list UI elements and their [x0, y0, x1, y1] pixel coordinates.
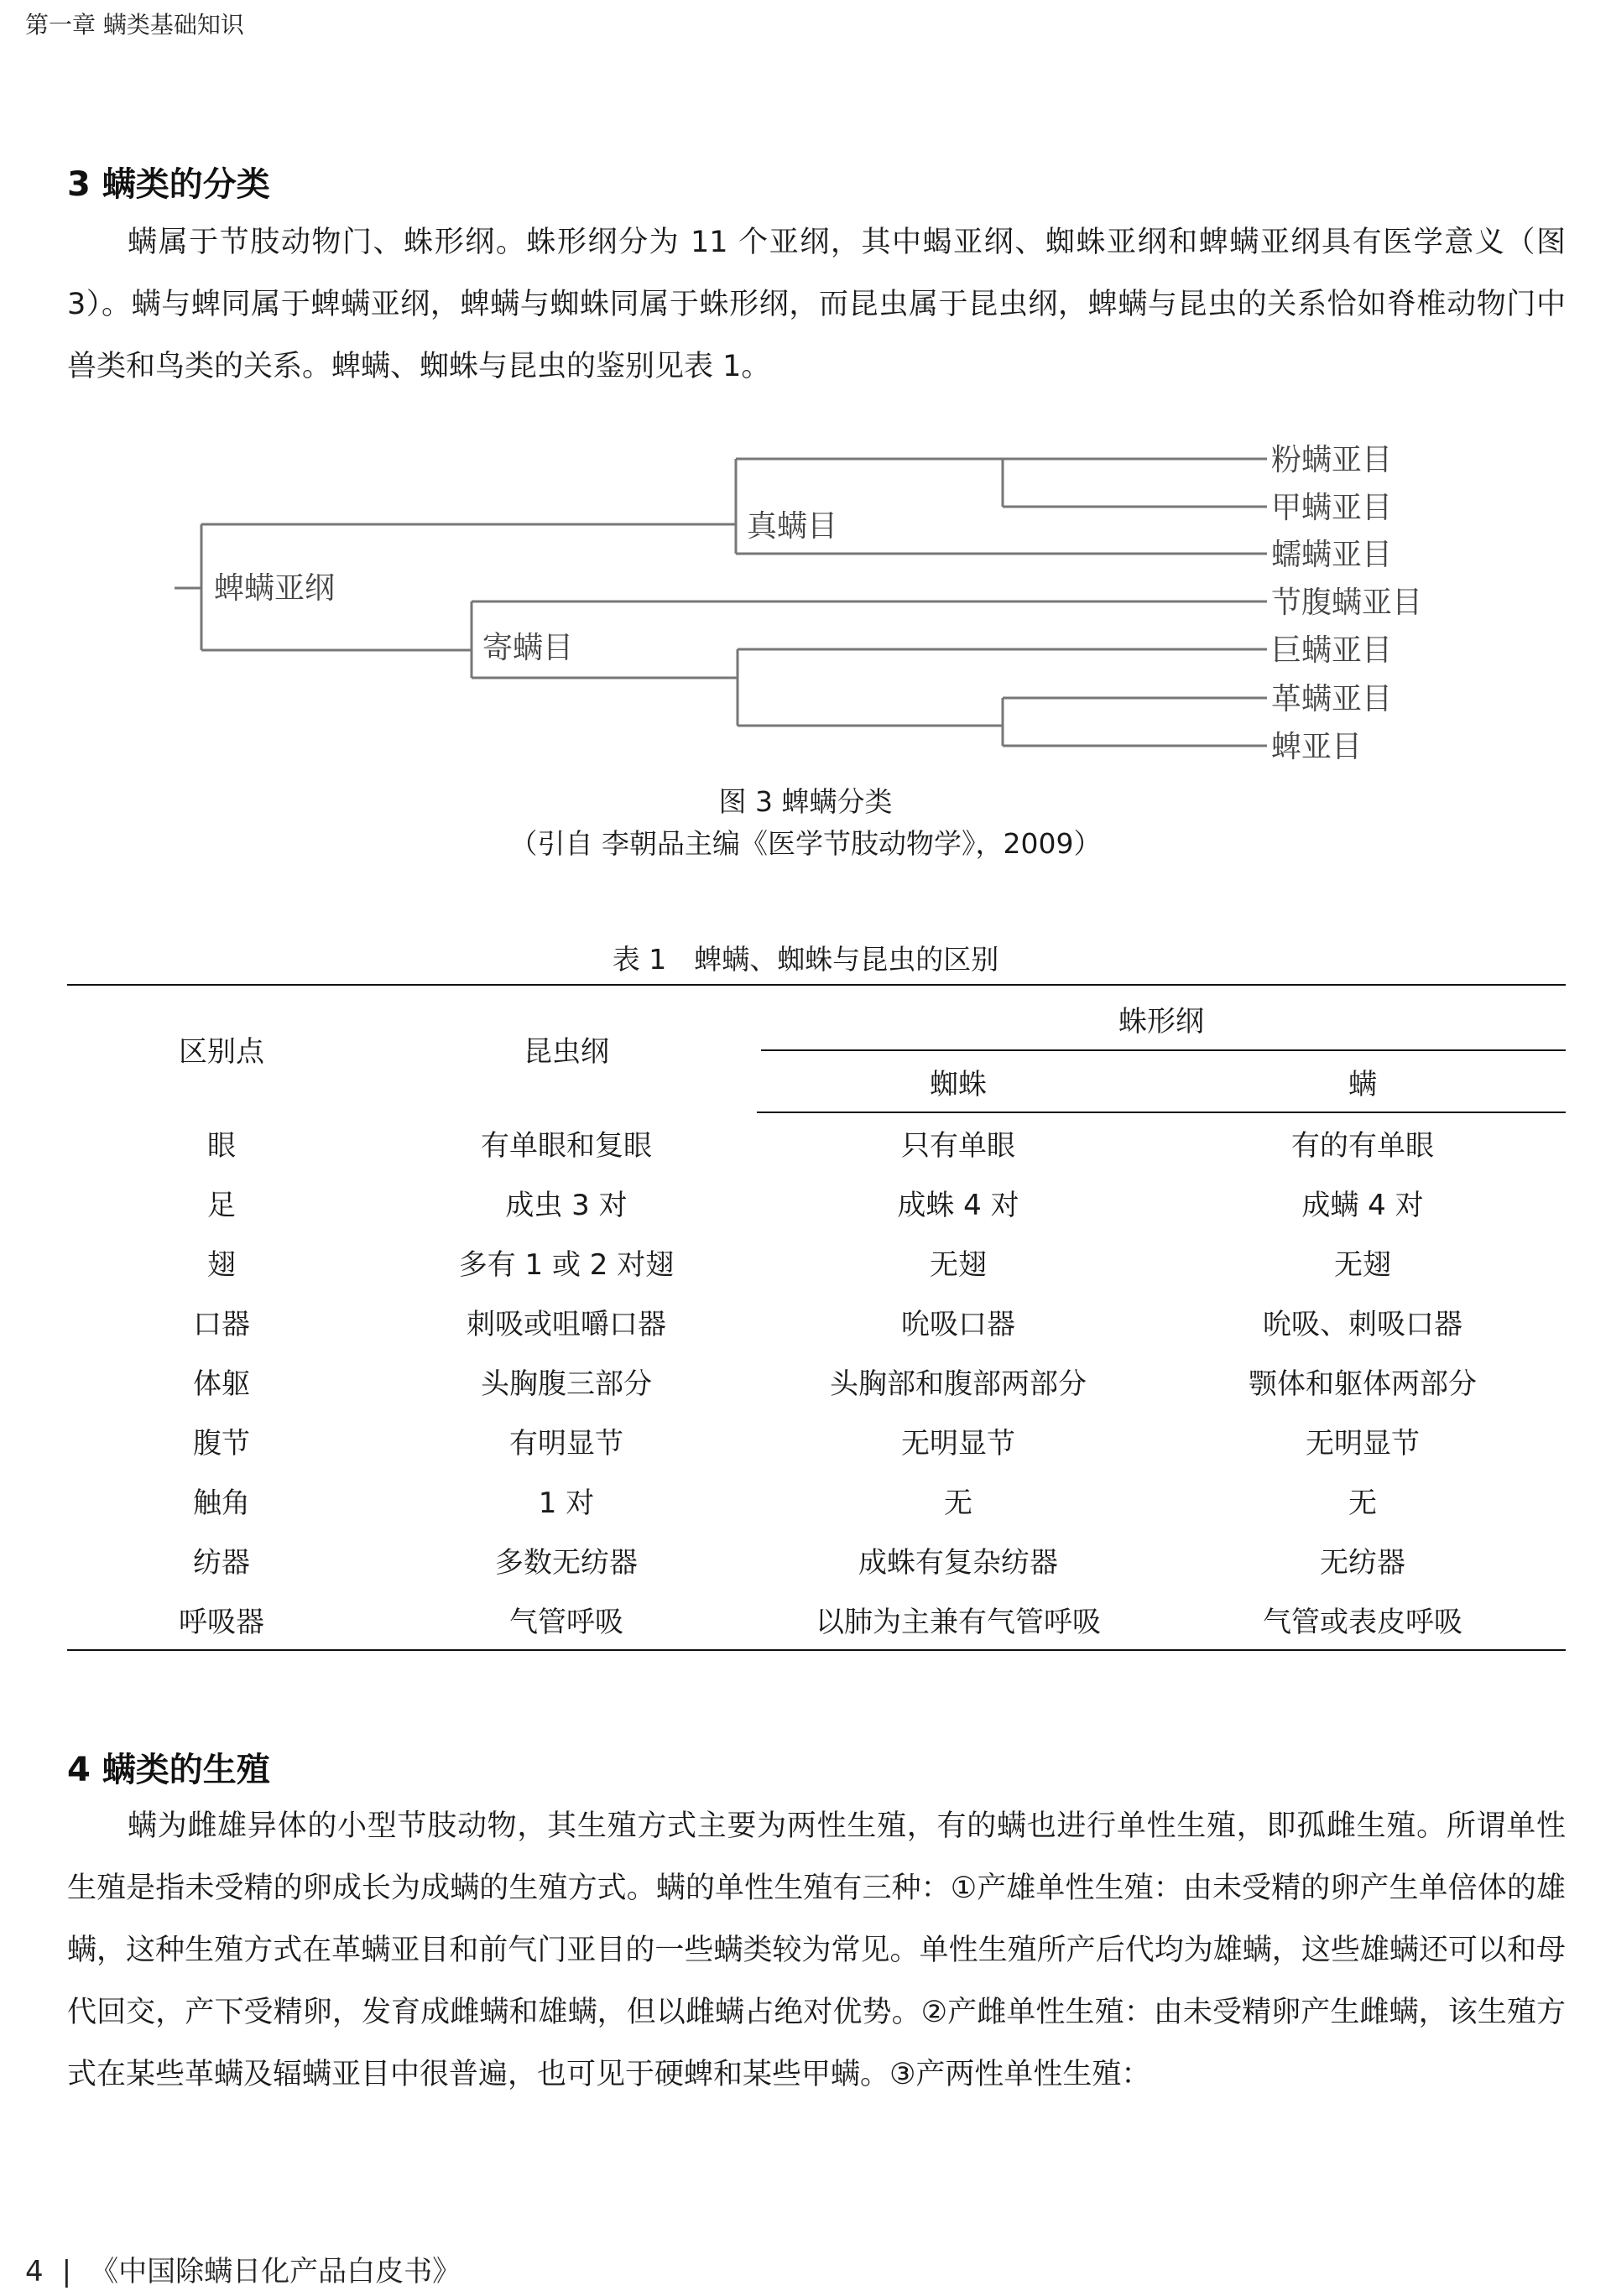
table-row: [67, 1530, 1566, 1590]
cell-spider: 无翅: [930, 1248, 987, 1282]
cell-spider: 无: [944, 1486, 972, 1520]
tree-leaf-2: 甲螨亚目: [1271, 491, 1393, 525]
tree-leaf-4: 节腹螨亚目: [1271, 586, 1423, 620]
cell-point: 足: [207, 1189, 236, 1222]
section-4-heading: 4 螨类的生殖: [67, 1751, 270, 1789]
table-row: [67, 1292, 1566, 1351]
cell-insect: 多数无纺器: [495, 1546, 638, 1580]
cell-mite: 无明显节: [1306, 1427, 1420, 1460]
table-row: [67, 1590, 1566, 1650]
cell-point: 翅: [207, 1248, 236, 1282]
cell-insect: 有单眼和复眼: [481, 1128, 652, 1163]
cell-insect: 气管呼吸: [376, 1590, 757, 1650]
figure-source: （引自 李朝品主编《医学节肢动物学》，2009）: [509, 827, 1102, 860]
tree-leaf-5: 巨螨亚目: [1271, 633, 1393, 668]
tree-node-root: 蜱螨亚纲: [214, 571, 336, 606]
cell-point: 触角: [193, 1486, 250, 1520]
tree-leaf-7: 蜱亚目: [1271, 730, 1363, 764]
tree-leaf-1: 粉螨亚目: [1271, 443, 1393, 477]
cell-mite: 成螨 4 对: [1301, 1189, 1424, 1222]
cell-mite: 气管或表皮呼吸: [1160, 1590, 1566, 1650]
footer-separator: |: [61, 2255, 72, 2288]
table-row: [67, 1471, 1566, 1530]
col-header-insect: 昆虫纲: [524, 1035, 609, 1069]
figure-caption: 图 3 蜱螨分类: [718, 785, 893, 818]
section-3-body: [67, 211, 1566, 398]
cell-spider: 成蛛有复杂纺器: [858, 1546, 1058, 1580]
cell-spider: 吮吸口器: [901, 1308, 1015, 1341]
table-row: [67, 1112, 1566, 1173]
col-header-mite: 螨: [1160, 1051, 1566, 1112]
section-4-body: [67, 1795, 1566, 2106]
tree-node-acariformes: 真螨目: [747, 509, 838, 544]
cell-mite: 无: [1348, 1486, 1377, 1520]
cell-spider: 无明显节: [901, 1427, 1015, 1460]
cell-mite: 颚体和躯体两部分: [1249, 1367, 1477, 1401]
page-number: 4: [25, 2255, 44, 2288]
tree-leaf-6: 革螨亚目: [1271, 682, 1393, 716]
cell-insect: 多有 1 或 2 对翅: [458, 1248, 675, 1282]
running-header: 第一章 螨类基础知识: [25, 11, 244, 39]
acari-classification-tree: [164, 424, 1473, 784]
cell-point: 呼吸器: [67, 1590, 376, 1650]
cell-insect: 成虫 3 对: [505, 1189, 628, 1222]
table-row: [67, 1351, 1566, 1411]
table-title: 表 1 蜱螨、蜘蛛与昆虫的区别: [612, 943, 999, 976]
cell-insect: 头胸腹三部分: [481, 1367, 652, 1401]
cell-spider: 头胸部和腹部两部分: [830, 1367, 1087, 1401]
cell-point: 眼: [207, 1128, 236, 1163]
comparison-table: [67, 984, 1566, 1651]
cell-point: 腹节: [193, 1427, 250, 1460]
section-3-heading: 3 螨类的分类: [67, 165, 270, 204]
cell-mite: 吮吸、刺吸口器: [1263, 1308, 1462, 1341]
cell-insect: 刺吸或咀嚼口器: [467, 1308, 666, 1341]
cell-mite: 无纺器: [1320, 1546, 1405, 1580]
cell-insect: 有明显节: [509, 1427, 623, 1460]
cell-point: 体躯: [193, 1367, 250, 1401]
col-header-point: 区别点: [179, 1035, 264, 1069]
section-4-paragraph: 螨为雌雄异体的小型节肢动物，其生殖方式主要为两性生殖，有的螨也进行单性生殖，即孤雌生殖。所谓单性生殖是指未受精的卵成长为成螨的生殖方式。螨的单性生殖有三种：①产雄单性生殖：由未受精的卵产生单倍体的雄螨，这种生殖方式在革螨亚目和前气门亚目的一些螨类较为常见。单性生殖所产后代均为雄螨，这些雄螨还可以和母代回交，产下受精卵，发育成雌螨和雄螨，但以雌螨占绝对优势。②产雌单性生殖：由未受精卵产生雌螨，该生殖方式在某些革螨及辐螨亚目中很普遍，也可见于硬蜱和某些甲螨。③产两性单性生殖：: [67, 1809, 1566, 2091]
cell-mite: 有的有单眼: [1291, 1129, 1434, 1163]
book-title: 《中国除螨日化产品白皮书》: [90, 2255, 461, 2288]
cell-insect: 1 对: [538, 1486, 595, 1520]
cell-point: 口器: [193, 1308, 250, 1341]
col-header-arachnida: 蛛形纲: [757, 985, 1566, 1051]
col-header-spider: 蜘蛛: [757, 1051, 1160, 1112]
table-row: [67, 1411, 1566, 1471]
cell-spider: 只有单眼: [901, 1129, 1015, 1163]
cell-point: 纺器: [193, 1546, 250, 1580]
tree-node-parasitiformes: 寄螨目: [482, 631, 574, 665]
cell-spider: 以肺为主兼有气管呼吸: [757, 1590, 1160, 1650]
page-footer: [25, 2248, 461, 2289]
cell-mite: 无翅: [1334, 1248, 1391, 1282]
table-row: [67, 1232, 1566, 1292]
tree-leaf-3: 蠕螨亚目: [1271, 538, 1393, 572]
section-3-paragraph: 螨属于节肢动物门、蛛形纲。蛛形纲分为 11 个亚纲，其中蝎亚纲、蜘蛛亚纲和蜱螨亚纲具有医学意义（图 3）。螨与蜱同属于蜱螨亚纲，蜱螨与蜘蛛同属于蛛形纲，而昆虫属于昆虫纲，蜱螨与昆虫的关系恰如脊椎动物门中兽类和鸟类的关系。蜱螨、蜘蛛与昆虫的鉴别见表 1。: [67, 226, 1566, 383]
cell-spider: 成蛛 4 对: [897, 1189, 1019, 1222]
table-row: [67, 1173, 1566, 1232]
